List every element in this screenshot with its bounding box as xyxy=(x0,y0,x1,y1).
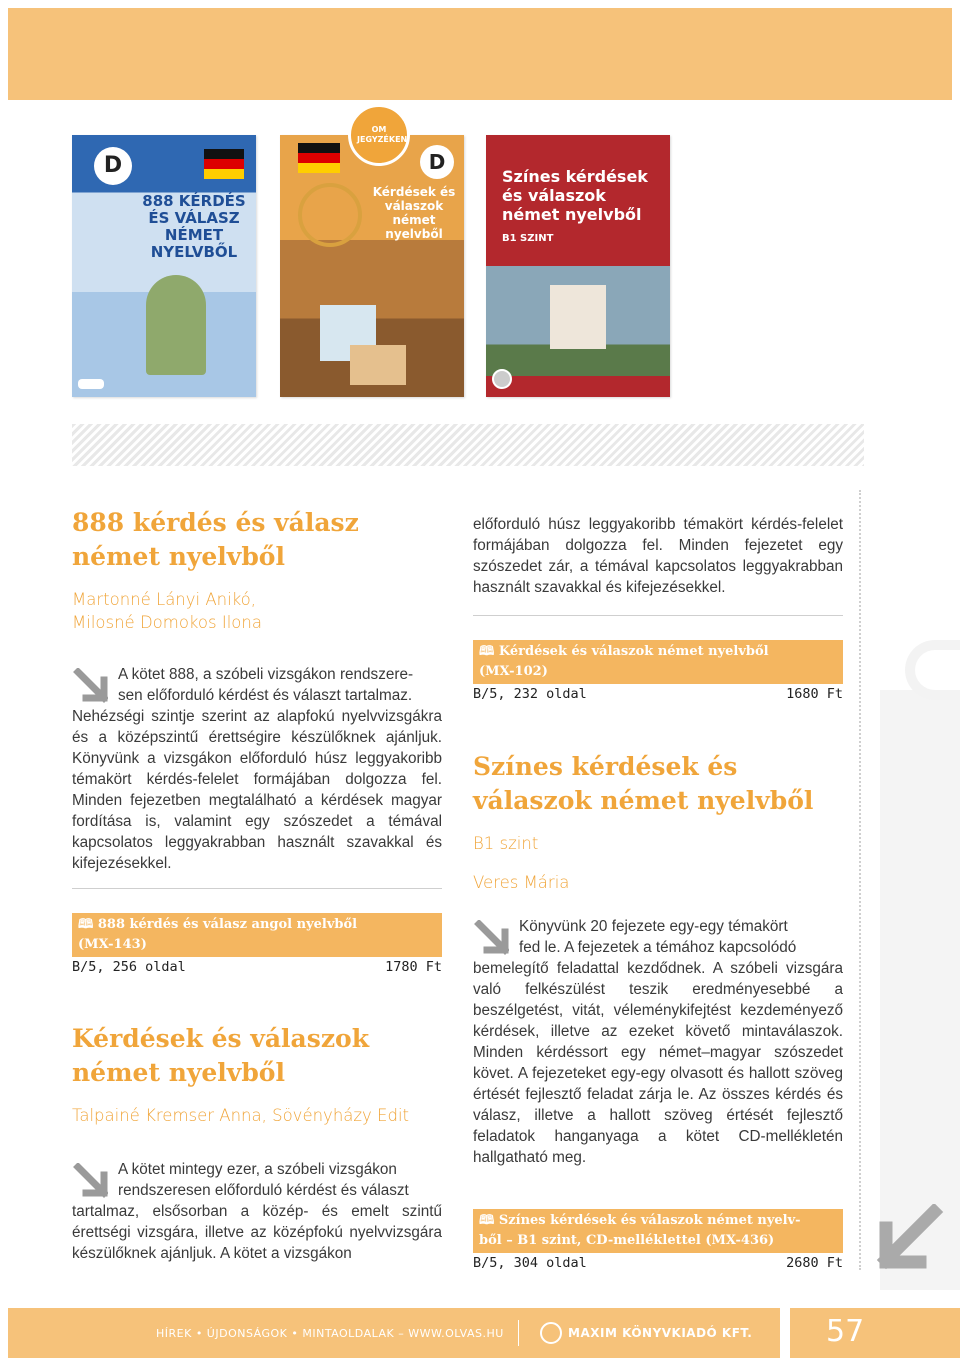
book3-section xyxy=(473,750,843,1168)
arrow-down-left-icon xyxy=(872,1204,944,1276)
book3-desc-rest: bemelegítő feladattal kezdődnek. A szóbeli vizsgára való felkészülést teszik eredményesebbé a beszélgetést, vitát, véleménykifejtést kezdeményező kérdések, illetve az ezeket követő mintaválaszok. Minden kérdéssort egy német–magyar szószedet követ. A fejezeteket egy-egy olvasott és hallott szöveg értését fejlesztő feladat zárja le. Az összes kérdés és válasz, illetve a hallott szöveg értését fejlesztő feladatok hanganyaga a kötet CD-mellékletén hallgatható meg. xyxy=(473,960,843,1166)
book1-description xyxy=(72,664,442,874)
open-book-icon: 🕮 xyxy=(479,1213,495,1228)
book1-desc-second: sen előforduló kérdést és választ tartalmaz. xyxy=(118,687,413,704)
globe-emblem xyxy=(298,183,362,247)
book-format: B/5, 256 oldal xyxy=(72,959,186,975)
cd-icon xyxy=(492,369,512,389)
book3-author: Veres Mária xyxy=(473,873,570,892)
book1-title xyxy=(72,506,442,574)
related-title: Kérdések és válaszok német nyelvből xyxy=(498,644,769,659)
page-number: 57 xyxy=(826,1314,865,1349)
related-line1 xyxy=(479,642,837,662)
cover-title: 888 KÉRDÉS ÉS VÁLASZ NÉMET NYELVBŐL xyxy=(142,192,246,261)
book2-desc-rest: tartalmaz, elsősorban a közép- és emelt szintű érettségi vizsgára, illetve az középfokú nyelvvizsgára készülőknek ajánljuk. A kötet a vizsgákon xyxy=(72,1203,442,1262)
book2-desc-first: A kötet mintegy ezer, a szóbeli vizsgákon xyxy=(118,1161,397,1178)
book2-section xyxy=(72,1022,442,1264)
book-format: B/5, 232 oldal xyxy=(473,686,587,702)
book-cover-szines-kerdesek[interactable] xyxy=(486,135,670,397)
related-code: (MX-143) xyxy=(78,937,147,952)
book-price: 2680 Ft xyxy=(786,1255,843,1271)
book1-authors xyxy=(72,588,442,634)
book3-meta xyxy=(473,1255,843,1271)
header-band xyxy=(8,8,952,100)
decorative-stripe xyxy=(72,424,864,466)
om-stamp xyxy=(348,104,410,166)
column-divider xyxy=(859,490,861,1270)
german-flag-icon xyxy=(298,143,340,173)
book1-title-line2: német nyelvből xyxy=(72,542,285,571)
footer-separator xyxy=(518,1320,519,1346)
book1-meta xyxy=(72,959,442,975)
book2-related-box[interactable] xyxy=(473,640,843,684)
footer-band xyxy=(8,1308,780,1358)
divider xyxy=(72,888,442,889)
footer-nav[interactable]: HÍREK • ÚJDONSÁGOK • MINTAOLDALAK – WWW.OLVAS.HU xyxy=(156,1327,504,1340)
castle-image xyxy=(550,285,606,349)
book3-desc-first: Könyvünk 20 fejezete egy-egy témakört xyxy=(519,918,788,935)
german-flag-icon xyxy=(204,149,244,179)
book3-level: B1 szint xyxy=(473,834,539,853)
cover-title: Színes kérdések és válaszok német nyelvből xyxy=(502,167,648,224)
publisher-logo xyxy=(78,379,104,389)
photo-image xyxy=(350,345,406,385)
background-decoration-arch xyxy=(905,640,960,700)
book3-title-line1: Színes kérdések és xyxy=(473,752,738,781)
book3-related-box[interactable] xyxy=(473,1209,843,1253)
book-cover-kerdesek-es-valaszok[interactable] xyxy=(280,135,464,397)
country-badge: D xyxy=(94,147,132,185)
om-stamp-text: OM JEGYZÉKEN xyxy=(357,125,408,144)
book3-description xyxy=(473,916,843,1168)
book-price: 1680 Ft xyxy=(786,686,843,702)
book3-title-line2: válaszok német nyelvből xyxy=(473,786,814,815)
book1-desc-first: A kötet 888, a szóbeli vizsgákon rendszere- xyxy=(118,666,414,683)
book3-desc-second: fed le. A fejezetek a témához kapcsolódó xyxy=(519,939,797,956)
book1-related-box[interactable] xyxy=(72,913,442,957)
related-code: ből – B1 szint, CD-melléklettel (MX-436) xyxy=(479,1233,775,1248)
publisher-name: MAXIM KÖNYVKIADÓ KFT. xyxy=(568,1326,753,1340)
arrow-down-right-icon xyxy=(473,920,509,956)
book2-desc-second: rendszeresen előforduló kérdést és választ xyxy=(118,1182,409,1199)
maxim-logo-icon xyxy=(540,1322,562,1344)
related-title: 888 kérdés és válasz angol nyelvből xyxy=(97,917,358,932)
book1-author-line2: Milosné Domokos Ilona xyxy=(72,613,262,632)
related-title: Színes kérdések és válaszok német nyelv- xyxy=(498,1213,801,1228)
country-badge: D xyxy=(420,145,454,179)
book2-title xyxy=(72,1022,442,1090)
arrow-down-right-icon xyxy=(72,1163,108,1199)
book-price: 1780 Ft xyxy=(385,959,442,975)
related-line1 xyxy=(78,915,436,935)
book1-title-line1: 888 kérdés és válasz xyxy=(72,508,359,537)
book-format: B/5, 304 oldal xyxy=(473,1255,587,1271)
book2-description xyxy=(72,1159,442,1264)
book2-meta xyxy=(473,686,843,702)
page-number-box xyxy=(790,1308,960,1358)
cover-level: B1 SZINT xyxy=(502,233,554,244)
book2-desc-continued: előforduló húsz leggyakoribb témakört kérdés-felelet formájában dolgozza fel. Minden fejezetet egy szószedet zár, a témával kapcsolatos leggyakrabban használt szavakkal és kifejezésekkel. xyxy=(473,516,843,596)
book1-section xyxy=(72,506,442,874)
open-book-icon: 🕮 xyxy=(479,644,495,659)
book2-title-line1: Kérdések és válaszok xyxy=(72,1024,370,1053)
divider xyxy=(473,615,843,616)
book2-title-line2: német nyelvből xyxy=(72,1058,285,1087)
related-line1 xyxy=(479,1211,837,1231)
book1-desc-rest: Nehézségi szintje szerint az alapfokú nyelvvizsgákra és a középszintű érettségire készülőknek ajánljuk. Könyvünk a vizsgákon előforduló húsz leggyakoribb témakört kérdés-felelet formájában dolgozza fel. Minden fejezetben megtalálható a kérdések magyar fordítása is, valamint egy szószedet a témával kapcsolatos leggyakrabban használt szavakkal és kifejezésekkel. xyxy=(72,708,442,872)
cover-title: Kérdések és válaszok német nyelvből xyxy=(372,185,456,241)
background-decoration xyxy=(880,690,960,1290)
book2-authors: Talpainé Kremser Anna, Sövényházy Edit xyxy=(72,1106,410,1125)
arrow-down-right-icon xyxy=(72,668,108,704)
book1-author-line1: Martonné Lányi Anikó, xyxy=(72,590,256,609)
cartoon-figure-image xyxy=(146,275,206,375)
book-cover-888-kerdes[interactable] xyxy=(72,135,256,397)
book3-title xyxy=(473,750,843,818)
related-code: (MX-102) xyxy=(479,664,548,679)
open-book-icon: 🕮 xyxy=(78,917,94,932)
